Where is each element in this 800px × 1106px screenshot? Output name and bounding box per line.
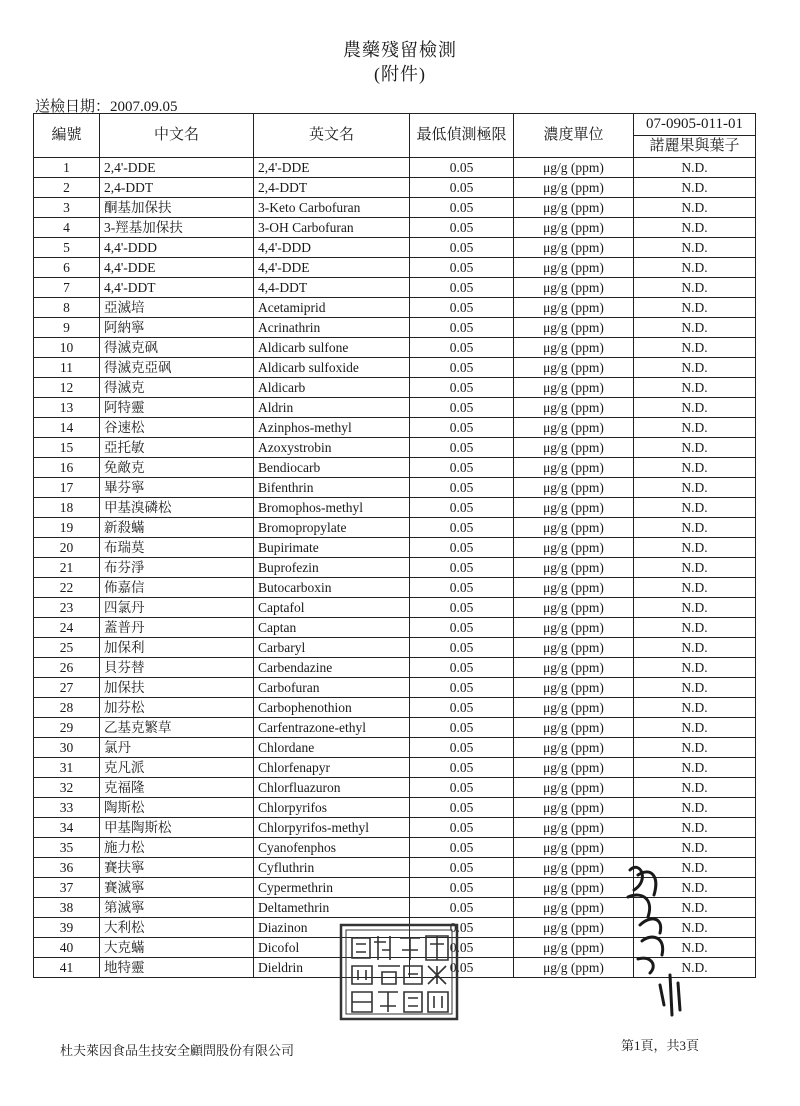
cell-unit: μg/g (ppm) — [514, 418, 634, 438]
cell-unit: μg/g (ppm) — [514, 458, 634, 478]
table-row — [34, 738, 756, 758]
cell-number: 3 — [34, 198, 100, 218]
cell-result: N.D. — [634, 698, 756, 718]
cell-english-name: Chlorfenapyr — [254, 758, 410, 778]
cell-number: 38 — [34, 898, 100, 918]
cell-english-name: Bendiocarb — [254, 458, 410, 478]
cell-result: N.D. — [634, 918, 756, 938]
cell-unit: μg/g (ppm) — [514, 598, 634, 618]
cell-detection-limit: 0.05 — [410, 778, 514, 798]
table-row — [34, 578, 756, 598]
cell-english-name: Aldrin — [254, 398, 410, 418]
cell-number: 10 — [34, 338, 100, 358]
cell-chinese-name: 甲基溴磷松 — [100, 498, 254, 518]
cell-unit: μg/g (ppm) — [514, 258, 634, 278]
table-row — [34, 178, 756, 198]
cell-result: N.D. — [634, 378, 756, 398]
cell-number: 1 — [34, 158, 100, 178]
cell-chinese-name: 克凡派 — [100, 758, 254, 778]
col-header-sample-name: 諾麗果與葉子 — [634, 136, 756, 158]
cell-unit: μg/g (ppm) — [514, 758, 634, 778]
cell-detection-limit: 0.05 — [410, 738, 514, 758]
cell-number: 4 — [34, 218, 100, 238]
cell-detection-limit: 0.05 — [410, 618, 514, 638]
cell-number: 13 — [34, 398, 100, 418]
cell-detection-limit: 0.05 — [410, 858, 514, 878]
cell-result: N.D. — [634, 458, 756, 478]
submission-date: 送檢日期：2007.09.05 — [35, 99, 178, 115]
cell-detection-limit: 0.05 — [410, 498, 514, 518]
table-row — [34, 398, 756, 418]
cell-chinese-name: 得滅克 — [100, 378, 254, 398]
cell-chinese-name: 賽滅寧 — [100, 878, 254, 898]
cell-detection-limit: 0.05 — [410, 898, 514, 918]
cell-chinese-name: 第滅寧 — [100, 898, 254, 918]
cell-unit: μg/g (ppm) — [514, 218, 634, 238]
cell-number: 32 — [34, 778, 100, 798]
cell-result: N.D. — [634, 398, 756, 418]
cell-unit: μg/g (ppm) — [514, 638, 634, 658]
cell-result: N.D. — [634, 798, 756, 818]
cell-result: N.D. — [634, 278, 756, 298]
table-row — [34, 598, 756, 618]
cell-detection-limit: 0.05 — [410, 818, 514, 838]
cell-detection-limit: 0.05 — [410, 878, 514, 898]
document-subtitle: (附件) — [374, 64, 426, 84]
cell-detection-limit: 0.05 — [410, 218, 514, 238]
cell-result: N.D. — [634, 678, 756, 698]
table-row — [34, 698, 756, 718]
cell-result: N.D. — [634, 198, 756, 218]
cell-number: 6 — [34, 258, 100, 278]
cell-chinese-name: 賽扶寧 — [100, 858, 254, 878]
cell-unit: μg/g (ppm) — [514, 158, 634, 178]
cell-number: 11 — [34, 358, 100, 378]
cell-detection-limit: 0.05 — [410, 538, 514, 558]
cell-unit: μg/g (ppm) — [514, 438, 634, 458]
cell-number: 34 — [34, 818, 100, 838]
cell-result: N.D. — [634, 438, 756, 458]
cell-unit: μg/g (ppm) — [514, 498, 634, 518]
cell-detection-limit: 0.05 — [410, 238, 514, 258]
cell-detection-limit: 0.05 — [410, 678, 514, 698]
cell-result: N.D. — [634, 158, 756, 178]
cell-result: N.D. — [634, 718, 756, 738]
col-header-detection-limit: 最低偵測極限 — [410, 114, 514, 158]
cell-unit: μg/g (ppm) — [514, 938, 634, 958]
cell-result: N.D. — [634, 218, 756, 238]
cell-unit: μg/g (ppm) — [514, 818, 634, 838]
cell-number: 36 — [34, 858, 100, 878]
cell-chinese-name: 地特靈 — [100, 958, 254, 978]
table-row — [34, 798, 756, 818]
cell-chinese-name: 加保利 — [100, 638, 254, 658]
cell-chinese-name: 亞托敏 — [100, 438, 254, 458]
cell-detection-limit: 0.05 — [410, 578, 514, 598]
cell-english-name: Dieldrin — [254, 958, 410, 978]
cell-unit: μg/g (ppm) — [514, 238, 634, 258]
table-row — [34, 818, 756, 838]
cell-english-name: Aldicarb sulfone — [254, 338, 410, 358]
cell-english-name: Acrinathrin — [254, 318, 410, 338]
cell-unit: μg/g (ppm) — [514, 398, 634, 418]
cell-detection-limit: 0.05 — [410, 798, 514, 818]
cell-unit: μg/g (ppm) — [514, 538, 634, 558]
cell-number: 40 — [34, 938, 100, 958]
cell-detection-limit: 0.05 — [410, 938, 514, 958]
cell-chinese-name: 亞滅培 — [100, 298, 254, 318]
cell-unit: μg/g (ppm) — [514, 958, 634, 978]
cell-result: N.D. — [634, 418, 756, 438]
cell-english-name: 2,4'-DDE — [254, 158, 410, 178]
table-row — [34, 198, 756, 218]
table-row — [34, 318, 756, 338]
cell-english-name: 4,4'-DDE — [254, 258, 410, 278]
cell-chinese-name: 新殺蟎 — [100, 518, 254, 538]
col-header-number: 編號 — [34, 114, 100, 158]
cell-result: N.D. — [634, 598, 756, 618]
col-header-chinese-name: 中文名 — [100, 114, 254, 158]
cell-chinese-name: 4,4'-DDE — [100, 258, 254, 278]
cell-result: N.D. — [634, 238, 756, 258]
cell-chinese-name: 阿納寧 — [100, 318, 254, 338]
cell-english-name: Butocarboxin — [254, 578, 410, 598]
cell-chinese-name: 加保扶 — [100, 678, 254, 698]
cell-english-name: Bromophos-methyl — [254, 498, 410, 518]
cell-chinese-name: 四氯丹 — [100, 598, 254, 618]
cell-unit: μg/g (ppm) — [514, 658, 634, 678]
cell-unit: μg/g (ppm) — [514, 838, 634, 858]
cell-detection-limit: 0.05 — [410, 598, 514, 618]
table-row — [34, 518, 756, 538]
cell-detection-limit: 0.05 — [410, 478, 514, 498]
cell-result: N.D. — [634, 898, 756, 918]
cell-english-name: Carfentrazone-ethyl — [254, 718, 410, 738]
cell-result: N.D. — [634, 578, 756, 598]
cell-number: 28 — [34, 698, 100, 718]
table-row — [34, 218, 756, 238]
cell-chinese-name: 克福隆 — [100, 778, 254, 798]
cell-number: 22 — [34, 578, 100, 598]
cell-chinese-name: 乙基克繁草 — [100, 718, 254, 738]
cell-unit: μg/g (ppm) — [514, 798, 634, 818]
cell-english-name: Carbaryl — [254, 638, 410, 658]
cell-english-name: Chlorpyrifos — [254, 798, 410, 818]
cell-detection-limit: 0.05 — [410, 958, 514, 978]
cell-result: N.D. — [634, 738, 756, 758]
cell-chinese-name: 加芬松 — [100, 698, 254, 718]
cell-chinese-name: 布瑞莫 — [100, 538, 254, 558]
handwritten-signature — [620, 855, 700, 1025]
col-header-english-name: 英文名 — [254, 114, 410, 158]
cell-unit: μg/g (ppm) — [514, 358, 634, 378]
cell-unit: μg/g (ppm) — [514, 478, 634, 498]
cell-unit: μg/g (ppm) — [514, 698, 634, 718]
cell-number: 19 — [34, 518, 100, 538]
cell-number: 39 — [34, 918, 100, 938]
table-row — [34, 238, 756, 258]
table-row — [34, 258, 756, 278]
cell-number: 27 — [34, 678, 100, 698]
table-row — [34, 778, 756, 798]
table-row — [34, 158, 756, 178]
table-row — [34, 618, 756, 638]
cell-number: 18 — [34, 498, 100, 518]
cell-result: N.D. — [634, 318, 756, 338]
cell-chinese-name: 畢芬寧 — [100, 478, 254, 498]
cell-detection-limit: 0.05 — [410, 758, 514, 778]
cell-english-name: 4,4-DDT — [254, 278, 410, 298]
cell-english-name: Chlorpyrifos-methyl — [254, 818, 410, 838]
cell-english-name: Carbofuran — [254, 678, 410, 698]
cell-result: N.D. — [634, 338, 756, 358]
cell-english-name: Carbophenothion — [254, 698, 410, 718]
cell-detection-limit: 0.05 — [410, 398, 514, 418]
cell-detection-limit: 0.05 — [410, 278, 514, 298]
cell-english-name: Azinphos-methyl — [254, 418, 410, 438]
cell-detection-limit: 0.05 — [410, 258, 514, 278]
cell-result: N.D. — [634, 178, 756, 198]
cell-english-name: 4,4'-DDD — [254, 238, 410, 258]
cell-number: 7 — [34, 278, 100, 298]
cell-detection-limit: 0.05 — [410, 638, 514, 658]
cell-chinese-name: 3-羥基加保扶 — [100, 218, 254, 238]
cell-english-name: Chlordane — [254, 738, 410, 758]
cell-chinese-name: 2,4-DDT — [100, 178, 254, 198]
cell-result: N.D. — [634, 838, 756, 858]
cell-result: N.D. — [634, 878, 756, 898]
cell-english-name: Deltamethrin — [254, 898, 410, 918]
cell-unit: μg/g (ppm) — [514, 178, 634, 198]
cell-chinese-name: 陶斯松 — [100, 798, 254, 818]
cell-number: 41 — [34, 958, 100, 978]
cell-chinese-name: 施力松 — [100, 838, 254, 858]
cell-chinese-name: 布芬淨 — [100, 558, 254, 578]
cell-result: N.D. — [634, 298, 756, 318]
table-row — [34, 338, 756, 358]
table-row — [34, 438, 756, 458]
cell-unit: μg/g (ppm) — [514, 198, 634, 218]
cell-unit: μg/g (ppm) — [514, 778, 634, 798]
table-row — [34, 418, 756, 438]
company-seal-stamp — [338, 922, 460, 1022]
table-row — [34, 498, 756, 518]
cell-number: 23 — [34, 598, 100, 618]
cell-unit: μg/g (ppm) — [514, 618, 634, 638]
cell-english-name: Acetamiprid — [254, 298, 410, 318]
cell-result: N.D. — [634, 538, 756, 558]
cell-detection-limit: 0.05 — [410, 318, 514, 338]
cell-result: N.D. — [634, 858, 756, 878]
cell-detection-limit: 0.05 — [410, 698, 514, 718]
cell-english-name: Cyanofenphos — [254, 838, 410, 858]
cell-chinese-name: 佈嘉信 — [100, 578, 254, 598]
cell-unit: μg/g (ppm) — [514, 578, 634, 598]
table-row — [34, 638, 756, 658]
table-row — [34, 718, 756, 738]
cell-result: N.D. — [634, 758, 756, 778]
cell-chinese-name: 阿特靈 — [100, 398, 254, 418]
cell-result: N.D. — [634, 638, 756, 658]
cell-number: 21 — [34, 558, 100, 578]
cell-chinese-name: 甲基陶斯松 — [100, 818, 254, 838]
cell-unit: μg/g (ppm) — [514, 558, 634, 578]
cell-chinese-name: 4,4'-DDT — [100, 278, 254, 298]
cell-english-name: Buprofezin — [254, 558, 410, 578]
cell-chinese-name: 4,4'-DDD — [100, 238, 254, 258]
cell-unit: μg/g (ppm) — [514, 378, 634, 398]
col-header-sample-id: 07-0905-011-01 — [634, 114, 756, 136]
cell-number: 26 — [34, 658, 100, 678]
cell-english-name: Bromopropylate — [254, 518, 410, 538]
table-row — [34, 298, 756, 318]
cell-number: 15 — [34, 438, 100, 458]
cell-unit: μg/g (ppm) — [514, 918, 634, 938]
cell-detection-limit: 0.05 — [410, 338, 514, 358]
cell-chinese-name: 得滅克亞砜 — [100, 358, 254, 378]
cell-unit: μg/g (ppm) — [514, 278, 634, 298]
cell-number: 24 — [34, 618, 100, 638]
cell-english-name: Captan — [254, 618, 410, 638]
cell-number: 17 — [34, 478, 100, 498]
cell-detection-limit: 0.05 — [410, 178, 514, 198]
cell-unit: μg/g (ppm) — [514, 338, 634, 358]
cell-detection-limit: 0.05 — [410, 518, 514, 538]
cell-result: N.D. — [634, 518, 756, 538]
cell-chinese-name: 氯丹 — [100, 738, 254, 758]
cell-result: N.D. — [634, 558, 756, 578]
col-header-unit: 濃度單位 — [514, 114, 634, 158]
table-row — [34, 558, 756, 578]
table-row — [34, 758, 756, 778]
cell-unit: μg/g (ppm) — [514, 858, 634, 878]
cell-chinese-name: 免敵克 — [100, 458, 254, 478]
cell-detection-limit: 0.05 — [410, 418, 514, 438]
cell-number: 31 — [34, 758, 100, 778]
cell-english-name: Cypermethrin — [254, 878, 410, 898]
cell-number: 14 — [34, 418, 100, 438]
cell-english-name: 3-Keto Carbofuran — [254, 198, 410, 218]
cell-number: 29 — [34, 718, 100, 738]
table-row — [34, 278, 756, 298]
cell-unit: μg/g (ppm) — [514, 678, 634, 698]
cell-result: N.D. — [634, 658, 756, 678]
cell-result: N.D. — [634, 618, 756, 638]
cell-number: 12 — [34, 378, 100, 398]
cell-english-name: Aldicarb sulfoxide — [254, 358, 410, 378]
cell-detection-limit: 0.05 — [410, 158, 514, 178]
cell-unit: μg/g (ppm) — [514, 518, 634, 538]
cell-detection-limit: 0.05 — [410, 918, 514, 938]
document-title: 農藥殘留檢測 — [343, 40, 457, 60]
cell-detection-limit: 0.05 — [410, 718, 514, 738]
cell-english-name: Diazinon — [254, 918, 410, 938]
table-row — [34, 358, 756, 378]
cell-english-name: 2,4-DDT — [254, 178, 410, 198]
cell-detection-limit: 0.05 — [410, 378, 514, 398]
table-row — [34, 538, 756, 558]
cell-chinese-name: 酮基加保扶 — [100, 198, 254, 218]
cell-number: 30 — [34, 738, 100, 758]
footer-page-number: 第1頁，共3頁 — [621, 1038, 700, 1053]
cell-english-name: 3-OH Carbofuran — [254, 218, 410, 238]
cell-number: 2 — [34, 178, 100, 198]
cell-unit: μg/g (ppm) — [514, 738, 634, 758]
cell-english-name: Carbendazine — [254, 658, 410, 678]
cell-number: 33 — [34, 798, 100, 818]
table-row — [34, 478, 756, 498]
cell-detection-limit: 0.05 — [410, 358, 514, 378]
footer-company-name: 杜夫萊因食品生技安全顧問股份有限公司 — [60, 1043, 295, 1058]
table-row — [34, 678, 756, 698]
cell-result: N.D. — [634, 358, 756, 378]
cell-chinese-name: 蓋普丹 — [100, 618, 254, 638]
table-row — [34, 458, 756, 478]
cell-number: 25 — [34, 638, 100, 658]
cell-english-name: Dicofol — [254, 938, 410, 958]
cell-english-name: Azoxystrobin — [254, 438, 410, 458]
cell-result: N.D. — [634, 258, 756, 278]
cell-detection-limit: 0.05 — [410, 298, 514, 318]
cell-unit: μg/g (ppm) — [514, 318, 634, 338]
cell-english-name: Chlorfluazuron — [254, 778, 410, 798]
cell-number: 37 — [34, 878, 100, 898]
cell-result: N.D. — [634, 938, 756, 958]
cell-detection-limit: 0.05 — [410, 658, 514, 678]
cell-result: N.D. — [634, 778, 756, 798]
cell-unit: μg/g (ppm) — [514, 878, 634, 898]
cell-chinese-name: 谷速松 — [100, 418, 254, 438]
cell-detection-limit: 0.05 — [410, 838, 514, 858]
cell-english-name: Bupirimate — [254, 538, 410, 558]
cell-result: N.D. — [634, 498, 756, 518]
cell-unit: μg/g (ppm) — [514, 898, 634, 918]
cell-chinese-name: 大克蟎 — [100, 938, 254, 958]
results-table — [33, 113, 756, 978]
cell-result: N.D. — [634, 958, 756, 978]
cell-detection-limit: 0.05 — [410, 458, 514, 478]
cell-detection-limit: 0.05 — [410, 198, 514, 218]
table-row — [34, 378, 756, 398]
table-row — [34, 658, 756, 678]
cell-chinese-name: 大利松 — [100, 918, 254, 938]
cell-detection-limit: 0.05 — [410, 438, 514, 458]
cell-english-name: Captafol — [254, 598, 410, 618]
cell-number: 5 — [34, 238, 100, 258]
cell-english-name: Aldicarb — [254, 378, 410, 398]
cell-result: N.D. — [634, 818, 756, 838]
cell-number: 8 — [34, 298, 100, 318]
cell-result: N.D. — [634, 478, 756, 498]
cell-chinese-name: 得滅克砜 — [100, 338, 254, 358]
cell-unit: μg/g (ppm) — [514, 298, 634, 318]
cell-number: 9 — [34, 318, 100, 338]
cell-number: 35 — [34, 838, 100, 858]
cell-english-name: Cyfluthrin — [254, 858, 410, 878]
cell-number: 16 — [34, 458, 100, 478]
cell-unit: μg/g (ppm) — [514, 718, 634, 738]
cell-chinese-name: 2,4'-DDE — [100, 158, 254, 178]
cell-chinese-name: 貝芬替 — [100, 658, 254, 678]
cell-detection-limit: 0.05 — [410, 558, 514, 578]
cell-english-name: Bifenthrin — [254, 478, 410, 498]
cell-number: 20 — [34, 538, 100, 558]
